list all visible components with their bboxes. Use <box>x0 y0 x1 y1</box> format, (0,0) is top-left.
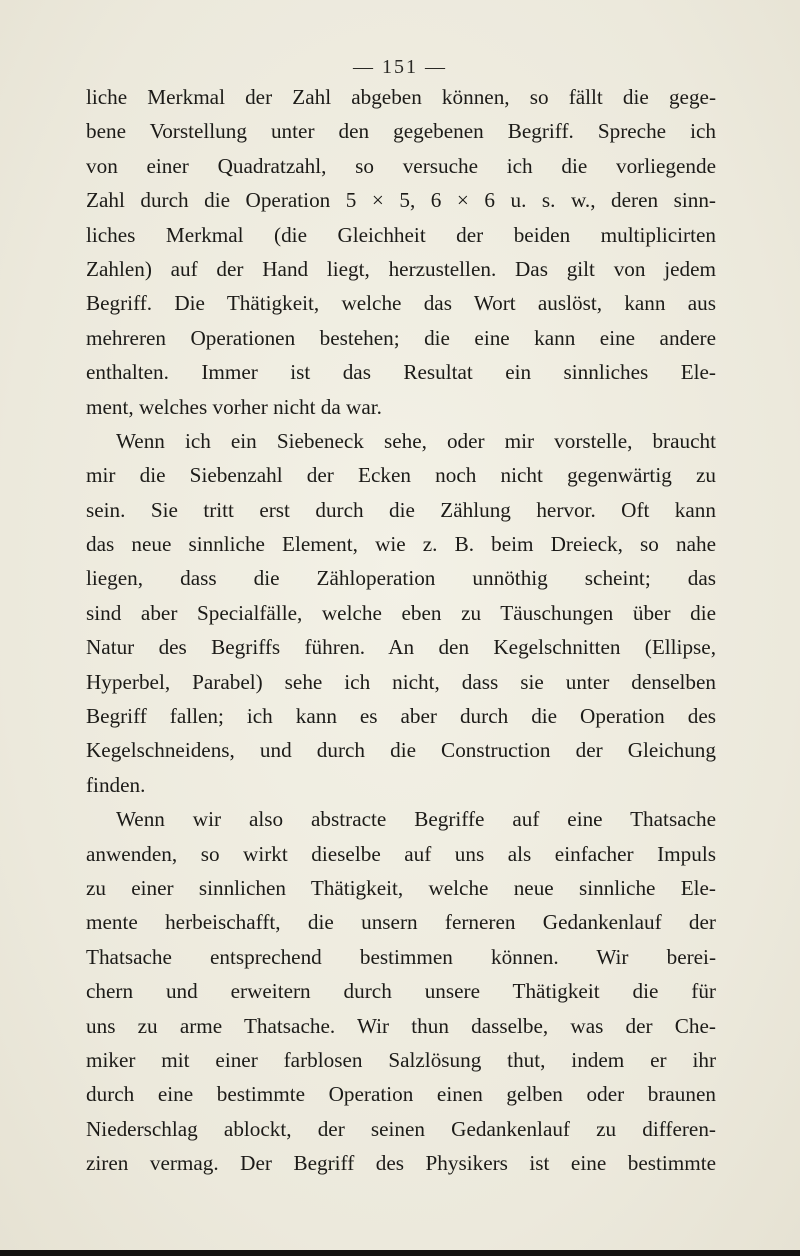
text-line: mir die Siebenzahl der Ecken noch nicht gegenwärtig zu <box>86 463 716 488</box>
body-text <box>86 80 716 1181</box>
text-line: chern und erweitern durch unsere Thätigkeit die für <box>86 979 716 1004</box>
text-line: mente herbeischafft, die unsern ferneren Gedankenlauf der <box>86 910 716 935</box>
text-line: das neue sinnliche Element, wie z. B. beim Dreieck, so nahe <box>86 532 716 557</box>
page-number: — 151 — <box>353 56 447 78</box>
scan-edge <box>0 1250 800 1256</box>
text-line: Kegelschneidens, und durch die Construction der Gleichung <box>86 738 716 763</box>
text-line: sind aber Specialfälle, welche eben zu Täuschungen über die <box>86 600 716 625</box>
paragraph-2 <box>86 424 716 802</box>
text-line: Natur des Begriffs führen. An den Kegelschnitten (Ellipse, <box>86 635 716 660</box>
text-line: Wenn ich ein Siebeneck sehe, oder mir vorstelle, braucht <box>116 428 716 453</box>
text-line: Begriff. Die Thätigkeit, welche das Wort auslöst, kann aus <box>86 291 716 316</box>
text-line: Begriff fallen; ich kann es aber durch die Operation des <box>86 704 716 729</box>
text-line: Zahlen) auf der Hand liegt, herzustellen. Das gilt von jedem <box>86 256 716 281</box>
text-line: Zahl durch die Operation 5 × 5, 6 × 6 u. s. w., deren sinn- <box>86 188 716 213</box>
text-line: liches Merkmal (die Gleichheit der beiden multiplicirten <box>86 222 716 247</box>
text-line: liche Merkmal der Zahl abgeben können, so fällt die gege- <box>86 85 716 109</box>
text-line: uns zu arme Thatsache. Wir thun dasselbe, was der Che- <box>86 1013 716 1038</box>
text-line: zu einer sinnlichen Thätigkeit, welche neue sinnliche Ele- <box>86 875 716 900</box>
text-line: Wenn wir also abstracte Begriffe auf eine Thatsache <box>116 807 716 832</box>
text-line: von einer Quadratzahl, so versuche ich die vorliegende <box>86 153 716 178</box>
text-line: durch eine bestimmte Operation einen gelben oder braunen <box>86 1082 716 1107</box>
text-line: sein. Sie tritt erst durch die Zählung hervor. Oft kann <box>86 497 716 522</box>
text-line: bene Vorstellung unter den gegebenen Begriff. Spreche ich <box>86 119 716 144</box>
text-line: Hyperbel, Parabel) sehe ich nicht, dass sie unter denselben <box>86 669 716 694</box>
text-line: ziren vermag. Der Begriff des Physikers ist eine bestimmte <box>86 1151 716 1176</box>
text-line: ment, welches vorher nicht da war. <box>86 394 382 419</box>
text-line: miker mit einer farblosen Salzlösung thut, indem er ihr <box>86 1047 716 1072</box>
paragraph-3 <box>86 802 716 1180</box>
paragraph-1 <box>86 80 716 424</box>
text-line: Niederschlag ablockt, der seinen Gedankenlauf zu differen- <box>86 1116 716 1141</box>
text-line: anwenden, so wirkt dieselbe auf uns als einfacher Impuls <box>86 841 716 866</box>
text-line: mehreren Operationen bestehen; die eine kann eine andere <box>86 325 716 350</box>
text-line: enthalten. Immer ist das Resultat ein sinnliches Ele- <box>86 360 716 385</box>
text-line: liegen, dass die Zähloperation unnöthig scheint; das <box>86 566 716 591</box>
text-line: finden. <box>86 772 146 797</box>
text-line: Thatsache entsprechend bestimmen können. Wir berei- <box>86 944 716 969</box>
